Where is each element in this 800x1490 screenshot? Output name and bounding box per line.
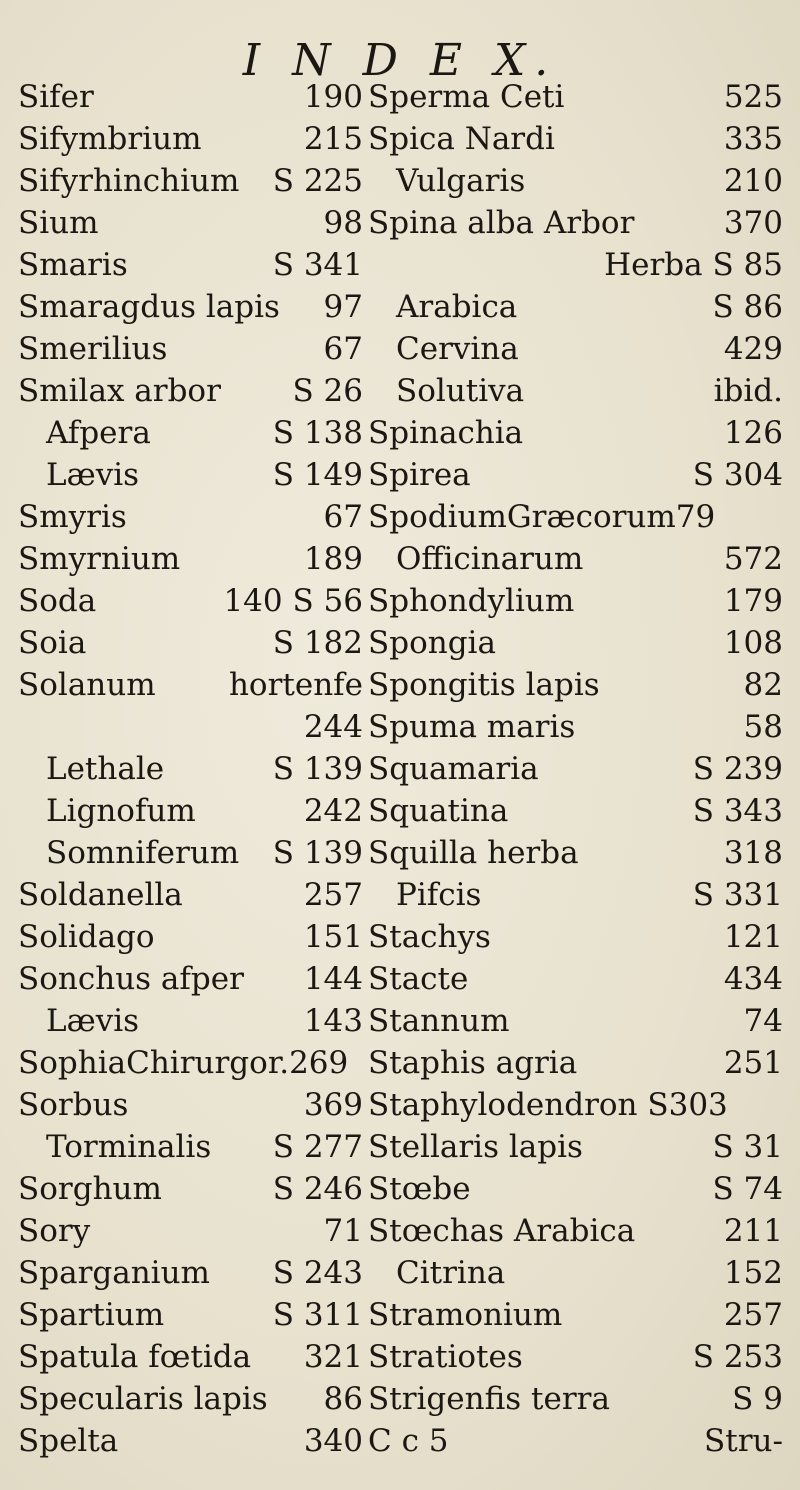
entry-term: Spica Nardi [368,121,555,157]
index-entry [18,1000,363,1042]
entry-term: Solanum [18,667,156,703]
index-entry [368,958,783,1000]
entry-term: C c 5 [368,1423,449,1459]
entry-term: Stannum [368,1003,510,1039]
index-entry [18,664,363,706]
entry-page-ref: 215 [303,121,363,157]
entry-term: Spongitis lapis [368,667,600,703]
entry-page-ref: S 343 [692,793,783,829]
index-entry [368,1126,783,1168]
index-entry [368,538,783,580]
entry-term: Solidago [18,919,155,955]
entry-page-ref: 140 S 56 [223,583,363,619]
index-entry [368,706,783,748]
entry-term: Soia [18,625,87,661]
entry-term: Sifer [18,79,94,115]
entry-term: Strigenfis terra [368,1381,610,1417]
entry-term: Vulgaris [396,163,526,199]
entry-term: Sium [18,205,99,241]
entry-term: Smilax arbor [18,373,221,409]
entry-page-ref: 67 [323,499,363,535]
entry-page-ref: S 31 [712,1129,783,1165]
entry-page-ref: 251 [723,1045,783,1081]
entry-page-ref: 86 [323,1381,363,1417]
entry-term: Stramonium [368,1297,563,1333]
entry-term: Citrina [396,1255,506,1291]
index-entry [368,748,783,790]
entry-page-ref: 67 [323,331,363,367]
entry-term: Smyrnium [18,541,181,577]
entry-page-ref: 190 [303,79,363,115]
index-entry [18,202,363,244]
index-entry [368,328,783,370]
entry-page-ref: 151 [303,919,363,955]
entry-term: Smaragdus lapis [18,289,280,325]
entry-term: SophiaChirurgor.269 [18,1045,349,1081]
entry-term: Sifyrhinchium [18,163,240,199]
index-entry [18,160,363,202]
entry-term: Cervina [396,331,519,367]
index-entry [18,790,363,832]
entry-term: Lethale [46,751,165,787]
index-entry [18,286,363,328]
entry-term: Staphylodendron S303 [368,1087,728,1123]
entry-page-ref: 189 [303,541,363,577]
index-entry [18,1042,363,1084]
entry-page-ref: S 26 [292,373,363,409]
index-entry [368,790,783,832]
entry-term: Sperma Ceti [368,79,565,115]
entry-page-ref: 143 [303,1003,363,1039]
index-entry [368,874,783,916]
entry-page-ref: S 311 [272,1297,363,1333]
index-entry [18,916,363,958]
index-entry [18,580,363,622]
entry-page-ref: S 149 [272,457,363,493]
entry-term: Soda [18,583,97,619]
entry-page-ref: Herba S 85 [604,247,783,283]
index-entry [18,328,363,370]
index-entry [368,286,783,328]
index-entry [18,1126,363,1168]
index-entry [18,244,363,286]
entry-page-ref: S 9 [732,1381,783,1417]
index-entry [368,454,783,496]
entry-term: Stratiotes [368,1339,523,1375]
index-entry [18,706,363,748]
entry-page-ref: 108 [723,625,783,661]
entry-term: Sorbus [18,1087,129,1123]
entry-page-ref: S 74 [712,1171,783,1207]
entry-page-ref: S 331 [692,877,783,913]
entry-term: Sonchus afper [18,961,244,997]
index-entry [368,1042,783,1084]
index-entry [368,1084,783,1126]
entry-term: Pifcis [396,877,482,913]
index-entry [18,1210,363,1252]
entry-page-ref: 244 [303,709,363,745]
entry-term: Officinarum [396,541,584,577]
entry-term: Spuma maris [368,709,576,745]
entry-page-ref: 210 [723,163,783,199]
entry-term: Sparganium [18,1255,210,1291]
entry-term: Stellaris lapis [368,1129,583,1165]
entry-page-ref: S 182 [272,625,363,661]
entry-page-ref: S 304 [692,457,783,493]
entry-page-ref: 525 [723,79,783,115]
entry-page-ref: 340 [303,1423,363,1459]
index-entry [368,202,783,244]
entry-term: Sory [18,1213,91,1249]
entry-page-ref: 369 [303,1087,363,1123]
entry-term: Torminalis [46,1129,212,1165]
entry-page-ref: 74 [743,1003,783,1039]
entry-page-ref: 58 [743,709,783,745]
index-entry [368,580,783,622]
left-column [18,76,363,1462]
entry-term: Lignofum [46,793,196,829]
entry-page-ref: 335 [723,121,783,157]
entry-term: Somniferum [46,835,240,871]
entry-page-ref: 572 [723,541,783,577]
entry-term: Sifymbrium [18,121,202,157]
entry-page-ref: S 139 [272,835,363,871]
index-entry [368,916,783,958]
entry-page-ref: S 243 [272,1255,363,1291]
index-entry [368,1336,783,1378]
index-entry [18,1378,363,1420]
entry-page-ref: Stru- [704,1423,783,1459]
entry-page-ref: hortenfe [228,667,363,703]
index-entry [18,748,363,790]
index-entry [368,1210,783,1252]
entry-term: Soldanella [18,877,183,913]
entry-term: Spirea [368,457,471,493]
entry-page-ref: 98 [323,205,363,241]
page-header: I N D E X. [242,35,558,86]
entry-page-ref: S 138 [272,415,363,451]
entry-term: Afpera [46,415,151,451]
index-entry [18,622,363,664]
index-entry [18,76,363,118]
entry-term: Stœchas Arabica [368,1213,636,1249]
entry-term: SpodiumGræcorum79 [368,499,716,535]
entry-term: Lævis [46,457,140,493]
entry-term: Smaris [18,247,128,283]
entry-page-ref: 211 [723,1213,783,1249]
index-entry [18,1168,363,1210]
index-entry [368,1420,783,1462]
entry-page-ref: S 341 [272,247,363,283]
index-entry [18,1420,363,1462]
entry-page-ref: S 253 [692,1339,783,1375]
entry-term: Sphondylium [368,583,575,619]
entry-term: Stacte [368,961,469,997]
entry-page-ref: S 246 [272,1171,363,1207]
index-entry [368,1000,783,1042]
entry-page-ref: 257 [303,877,363,913]
entry-page-ref: 318 [723,835,783,871]
entry-term: Smerilius [18,331,168,367]
entry-term: Lævis [46,1003,140,1039]
index-entry [18,454,363,496]
entry-page-ref: 152 [723,1255,783,1291]
index-entry [18,1336,363,1378]
index-entry [18,1084,363,1126]
entry-term: Stœbe [368,1171,471,1207]
entry-page-ref: 126 [723,415,783,451]
entry-term: Arabica [396,289,518,325]
entry-page-ref: 429 [723,331,783,367]
entry-page-ref: 370 [723,205,783,241]
entry-term: Spatula fœtida [18,1339,252,1375]
index-entry [18,1252,363,1294]
right-column [368,76,783,1462]
entry-page-ref: 242 [303,793,363,829]
index-entry [368,244,783,286]
entry-page-ref: 321 [303,1339,363,1375]
entry-term: Spinachia [368,415,524,451]
index-entry [368,1168,783,1210]
entry-page-ref: S 239 [692,751,783,787]
entry-page-ref: 97 [323,289,363,325]
index-entry [368,1252,783,1294]
entry-term: Sorghum [18,1171,162,1207]
index-entry [368,118,783,160]
index-entry [18,412,363,454]
index-entry [368,370,783,412]
entry-term: Staphis agria [368,1045,578,1081]
entry-term: Squatina [368,793,509,829]
entry-term: Smyris [18,499,127,535]
entry-term: Stachys [368,919,491,955]
index-entry [368,1378,783,1420]
index-entry [368,664,783,706]
index-entry [18,874,363,916]
entry-term: Squamaria [368,751,539,787]
entry-term: Solutiva [396,373,525,409]
index-entry [368,160,783,202]
entry-page-ref: 179 [723,583,783,619]
entry-term: Spongia [368,625,496,661]
entry-term: Squilla herba [368,835,579,871]
entry-term: Spelta [18,1423,119,1459]
entry-page-ref: ibid. [713,373,783,409]
index-entry [18,832,363,874]
entry-page-ref: S 139 [272,751,363,787]
entry-page-ref: 121 [723,919,783,955]
index-entry [368,622,783,664]
index-entry [368,832,783,874]
entry-page-ref: S 277 [272,1129,363,1165]
entry-page-ref: 71 [323,1213,363,1249]
index-entry [368,496,783,538]
entry-term: Spina alba Arbor [368,205,635,241]
entry-term: Specularis lapis [18,1381,268,1417]
index-entry [18,1294,363,1336]
entry-page-ref: S 225 [272,163,363,199]
entry-page-ref: 82 [743,667,783,703]
entry-page-ref: S 86 [712,289,783,325]
index-entry [368,76,783,118]
index-entry [18,958,363,1000]
entry-page-ref: 257 [723,1297,783,1333]
entry-term: Spartium [18,1297,165,1333]
entry-page-ref: 434 [723,961,783,997]
index-entry [368,412,783,454]
index-entry [368,1294,783,1336]
index-entry [18,538,363,580]
entry-page-ref: 144 [303,961,363,997]
index-entry [18,370,363,412]
index-entry [18,118,363,160]
index-entry [18,496,363,538]
